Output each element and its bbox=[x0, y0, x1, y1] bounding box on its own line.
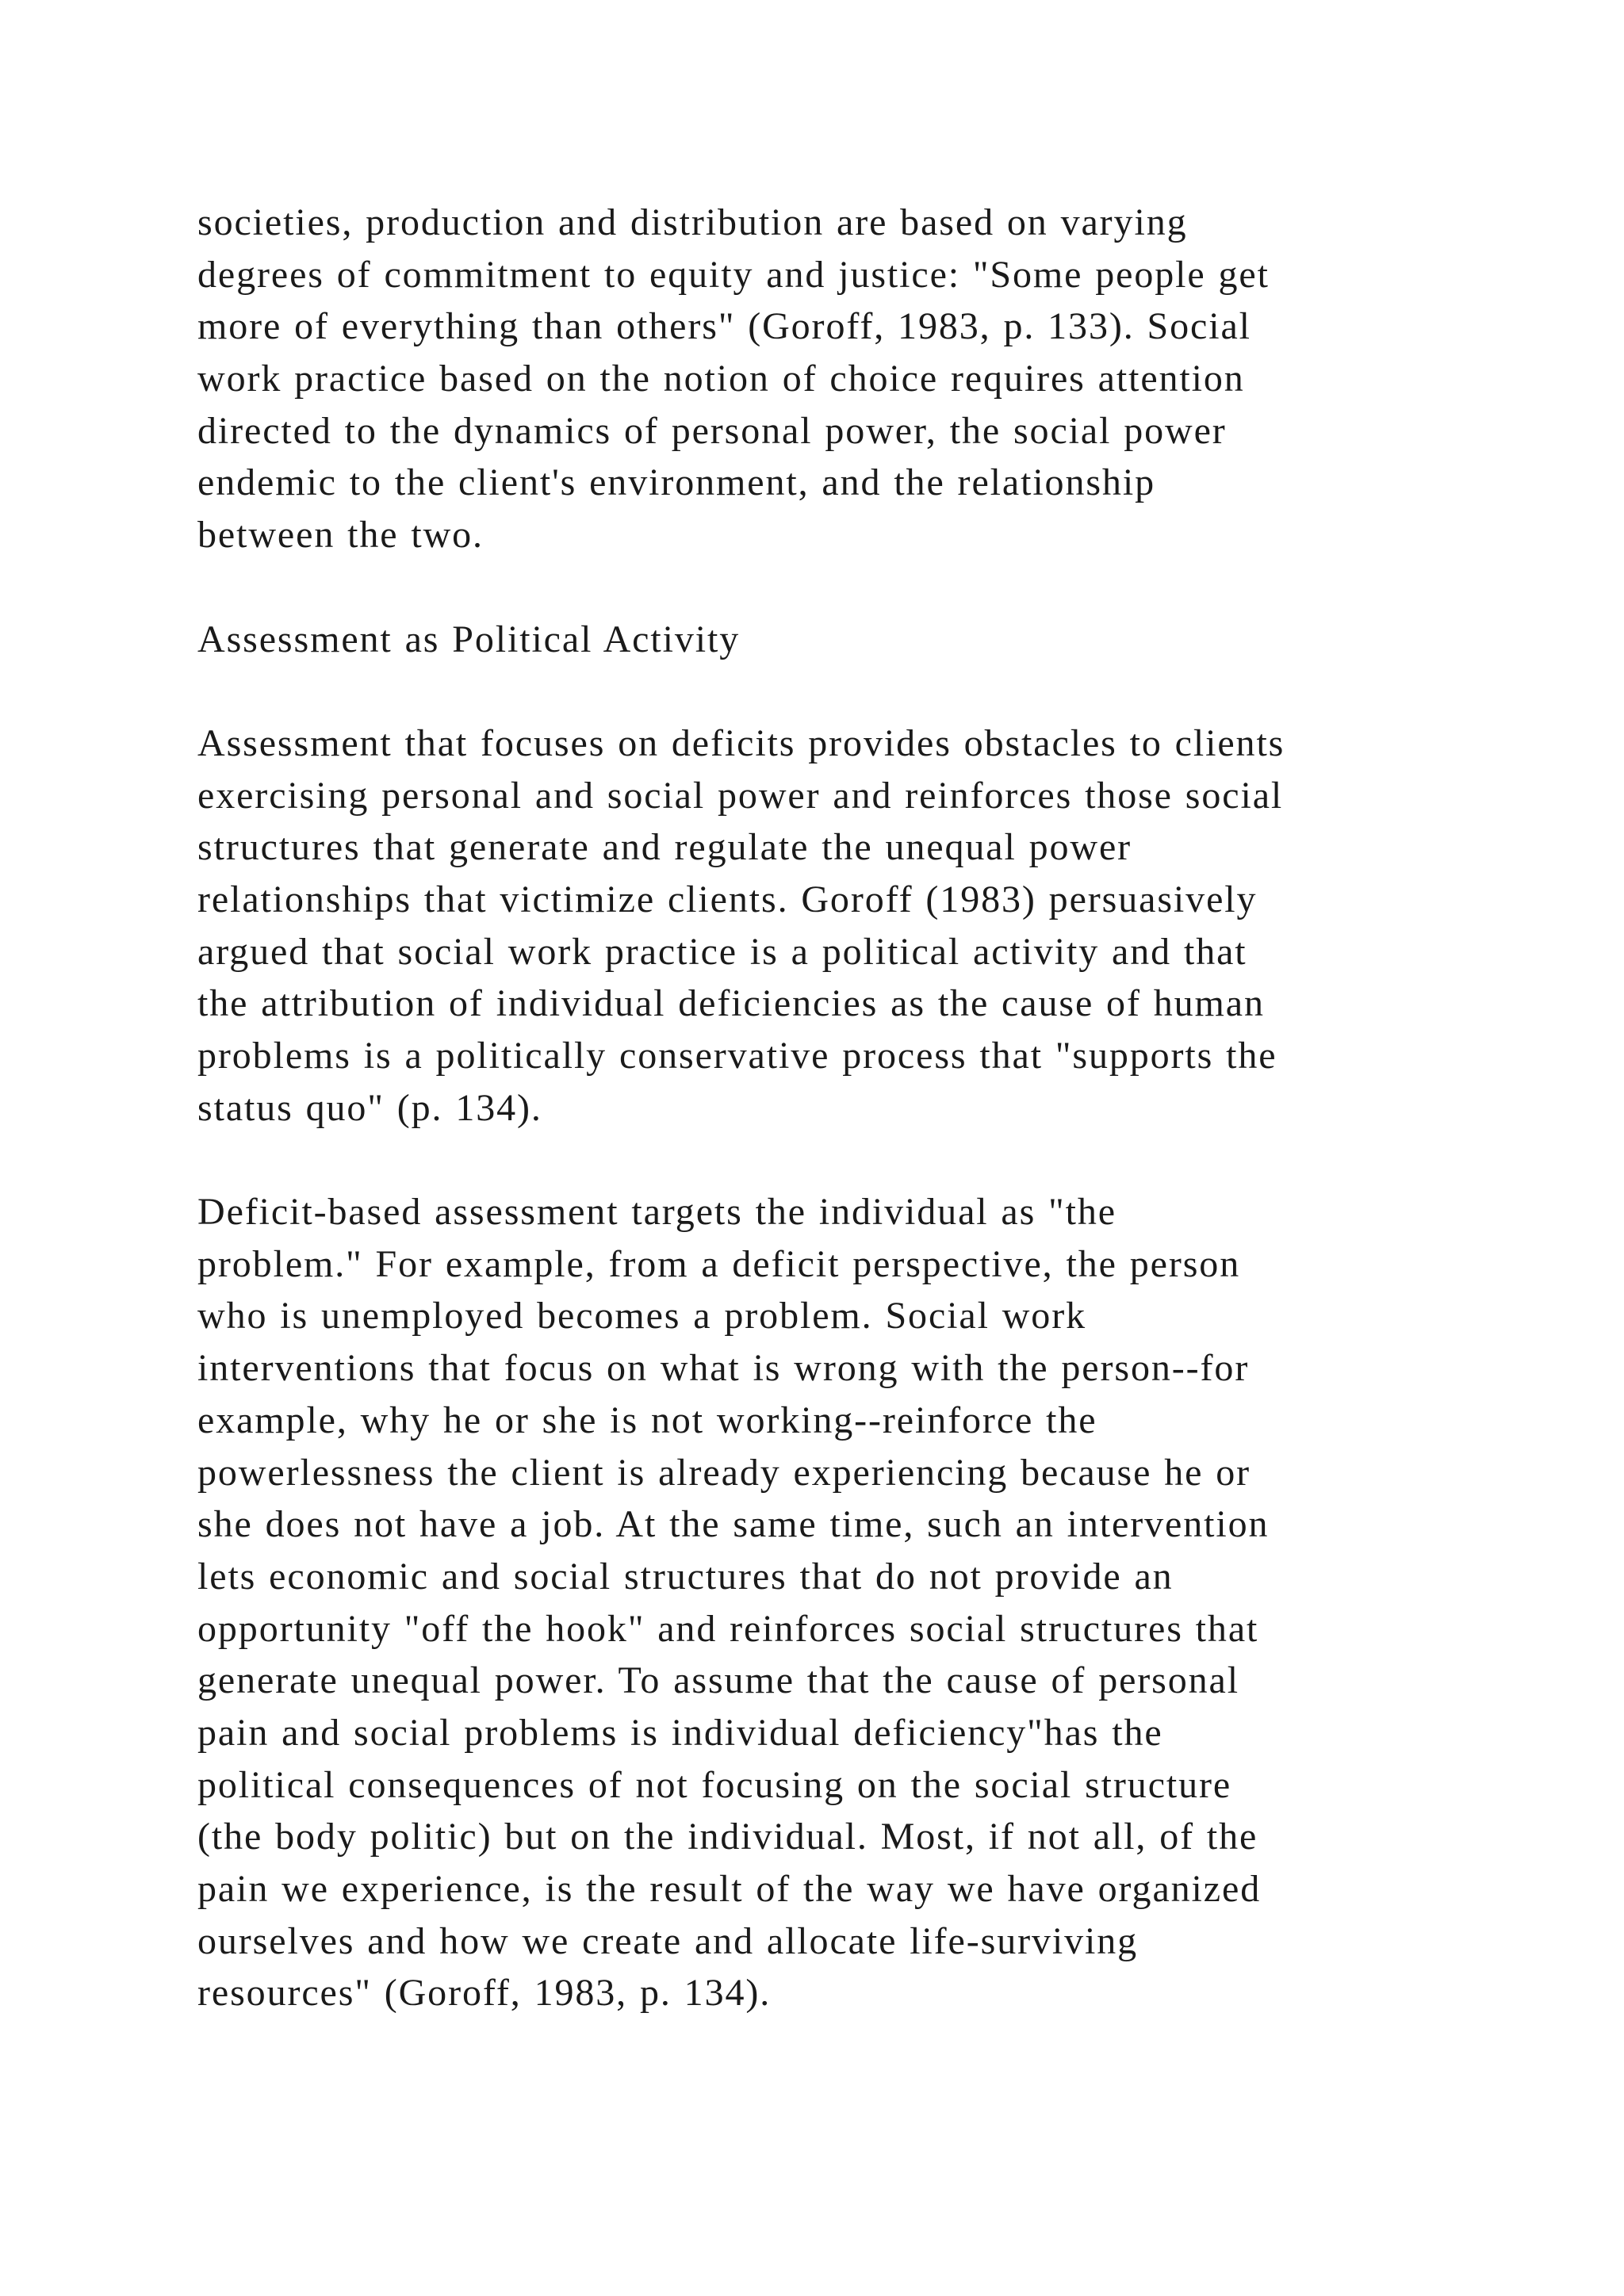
text-line: Deficit-based assessment targets the individual as "the bbox=[197, 1191, 1116, 1234]
text-line: directed to the dynamics of personal power, the social power bbox=[197, 409, 1227, 452]
text-line: work practice based on the notion of choice requires attention bbox=[197, 358, 1245, 400]
paragraph-gap bbox=[197, 561, 1498, 614]
text-line: exercising personal and social power and reinforces those social bbox=[197, 774, 1284, 817]
text-line: relationships that victimize clients. Goroff (1983) persuasively bbox=[197, 878, 1258, 920]
paragraph-societies bbox=[197, 197, 1498, 561]
text-line: who is unemployed becomes a problem. Social work bbox=[197, 1295, 1086, 1337]
text-line: interventions that focus on what is wrong with the person--for bbox=[197, 1347, 1250, 1390]
text-line: Assessment that focuses on deficits provides obstacles to clients bbox=[197, 721, 1285, 764]
document-body bbox=[197, 197, 1498, 2019]
text-line: endemic to the client's environment, and the relationship bbox=[197, 461, 1155, 504]
text-line: degrees of commitment to equity and justice: "Some people get bbox=[197, 253, 1270, 296]
text-line: political consequences of not focusing on the social structure bbox=[197, 1763, 1232, 1806]
text-line: resources" (Goroff, 1983, p. 134). bbox=[197, 1972, 772, 2015]
text-line: powerlessness the client is already experiencing because he or bbox=[197, 1451, 1251, 1494]
text-line: ourselves and how we create and allocate life-surviving bbox=[197, 1919, 1139, 1962]
text-line: societies, production and distribution are based on varying bbox=[197, 201, 1188, 243]
text-line: lets economic and social structures that do not provide an bbox=[197, 1555, 1174, 1598]
text-line: argued that social work practice is a political activity and that bbox=[197, 930, 1247, 973]
text-line: opportunity "off the hook" and reinforces social structures that bbox=[197, 1607, 1259, 1650]
text-line: the attribution of individual deficiencies as the cause of human bbox=[197, 982, 1265, 1025]
paragraph-gap bbox=[197, 665, 1498, 718]
section-heading: Assessment as Political Activity bbox=[197, 618, 741, 660]
text-line: problems is a politically conservative process that "supports the bbox=[197, 1035, 1277, 1077]
text-line: pain and social problems is individual deficiency"has the bbox=[197, 1711, 1163, 1754]
text-line: (the body politic) but on the individual. Most, if not all, of the bbox=[197, 1816, 1258, 1858]
paragraph-assessment bbox=[197, 718, 1498, 1135]
text-line: between the two. bbox=[197, 514, 484, 557]
text-line: structures that generate and regulate the unequal power bbox=[197, 826, 1132, 869]
text-line: generate unequal power. To assume that the cause of personal bbox=[197, 1659, 1239, 1702]
text-line: she does not have a job. At the same time, such an intervention bbox=[197, 1503, 1270, 1546]
text-line: example, why he or she is not working--reinforce the bbox=[197, 1399, 1097, 1441]
paragraph-deficit-based bbox=[197, 1186, 1498, 2019]
text-line: status quo" (p. 134). bbox=[197, 1086, 542, 1129]
text-line: problem." For example, from a deficit perspective, the person bbox=[197, 1242, 1241, 1285]
text-line: more of everything than others" (Goroff, 1983, p. 133). Social bbox=[197, 305, 1251, 348]
paragraph-gap bbox=[197, 1134, 1498, 1186]
text-line: pain we experience, is the result of the way we have organized bbox=[197, 1868, 1262, 1910]
